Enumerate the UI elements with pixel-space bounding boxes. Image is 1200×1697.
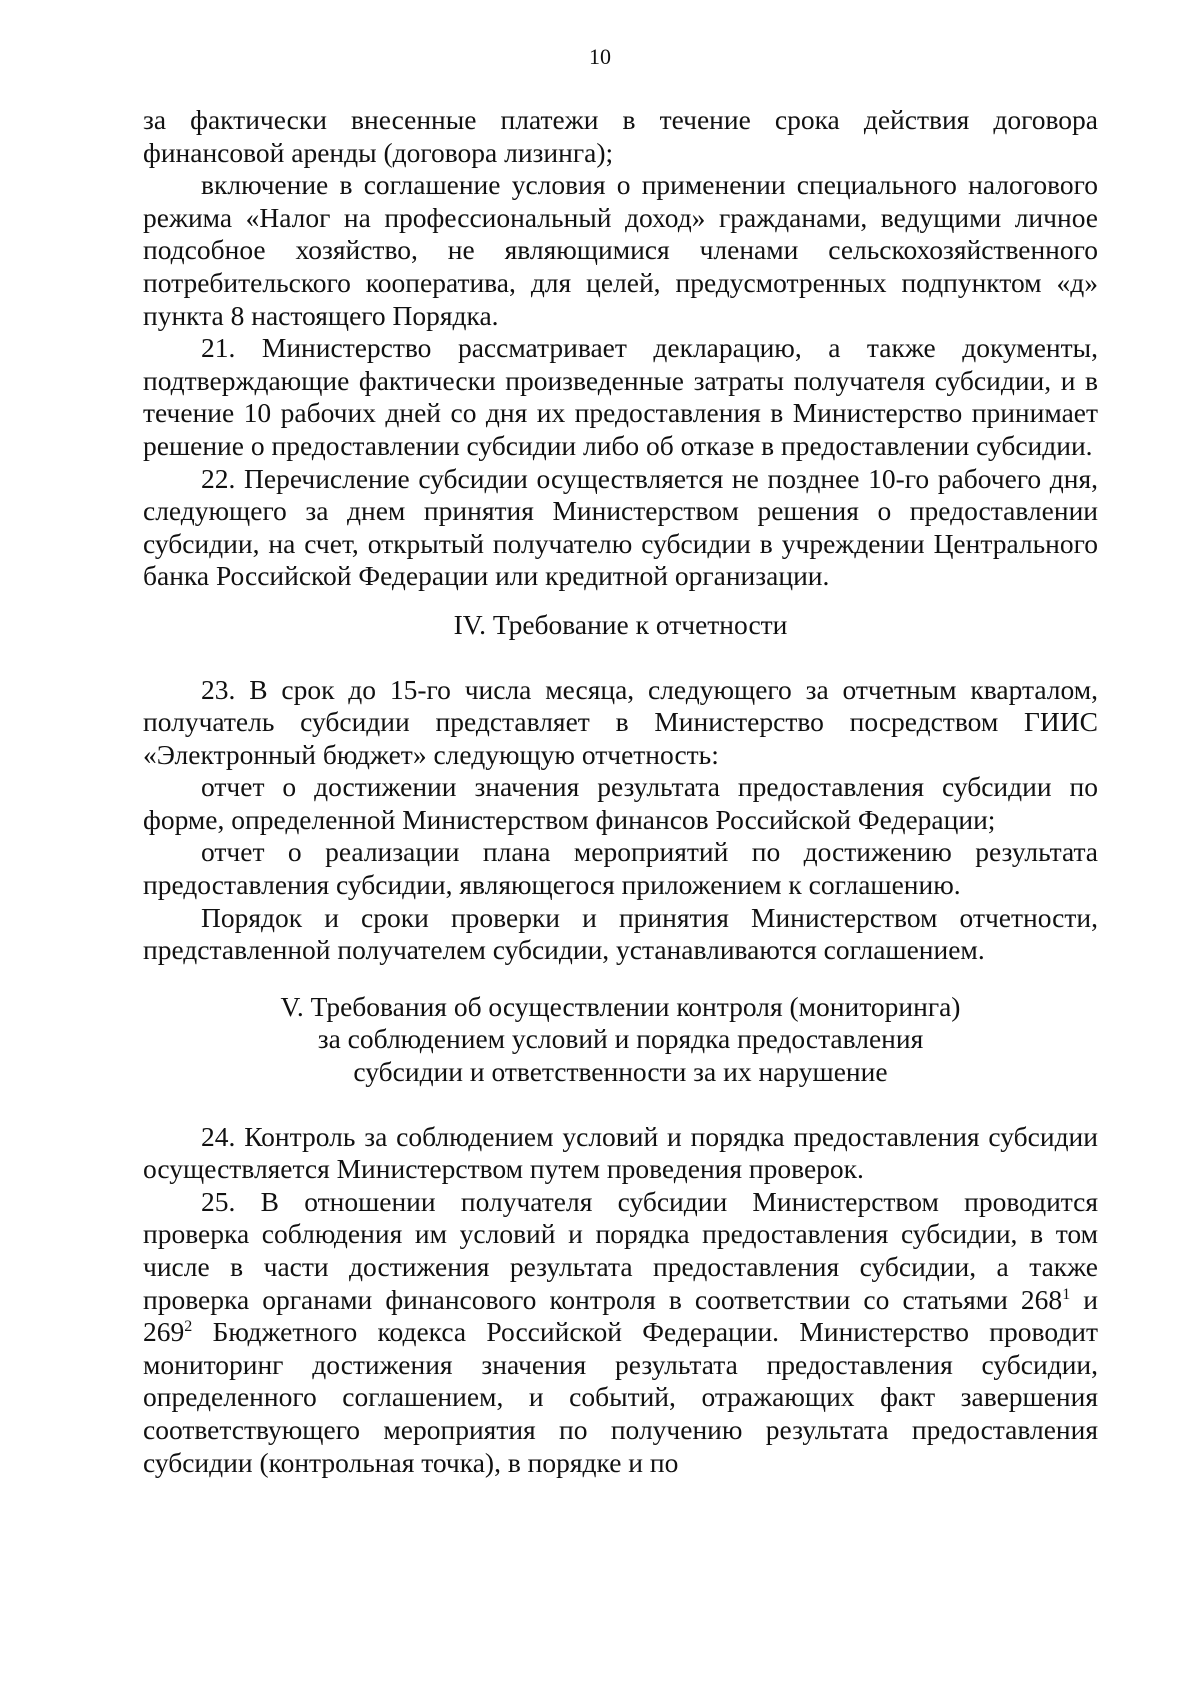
article-268-superscript: 1 bbox=[1062, 1285, 1071, 1303]
page-number: 10 bbox=[589, 44, 611, 69]
section-heading-v-line-1: V. Требования об осуществлении контроля (мониторинга) bbox=[280, 990, 961, 1022]
document-body bbox=[143, 104, 1098, 1479]
paragraph-24: 24. Контроль за соблюдением условий и порядка предоставления субсидии осуществляется Министерством путем проведения проверок. bbox=[143, 1120, 1098, 1185]
paragraph-report-procedure: Порядок и сроки проверки и принятия Министерством отчетности, представленной получателем субсидии, устанавливаются соглашением. bbox=[143, 901, 1098, 966]
paragraph-22: 22. Перечисление субсидии осуществляется не позднее 10-го рабочего дня, следующего за днем принятия Министерством решения о предоставлении субсидии, на счет, открытый получателю субсидии в учреждении Центрального банка Российской Федерации или кредитной организации. bbox=[143, 462, 1098, 592]
paragraph-tax-regime-condition: включение в соглашение условия о применении специального налогового режима «Налог на профессиональный доход» гражданами, ведущими личное подсобное хозяйство, не являющимися членами сельскохозяйственного потребительского кооператива, для целей, предусмотренных подпунктом «д» пункта 8 настоящего Порядка. bbox=[143, 169, 1098, 331]
paragraph-25-part-3: Бюджетного кодекса Российской Федерации. Министерство проводит мониторинг достижения значения результата предоставления субсидии, определенного соглашением, и событий, отражающих факт завершения соответствующего мероприятия по получению результата предоставления субсидии (контрольная точка), в порядке и по bbox=[143, 1316, 1098, 1478]
section-heading-iv: IV. Требование к отчетности bbox=[453, 608, 788, 640]
paragraph-25-part-2: и 269 bbox=[143, 1283, 1098, 1348]
paragraph-report-plan: отчет о реализации плана мероприятий по достижению результата предоставления субсидии, являющегося приложением к соглашению. bbox=[143, 836, 1098, 901]
article-269-superscript: 2 bbox=[184, 1318, 193, 1336]
paragraph-21: 21. Министерство рассматривает декларацию, а также документы, подтверждающие фактически произведенные затраты получателя субсидии, и в течение 10 рабочих дней со дня их предоставления в Министерство принимает решение о предоставлении субсидии либо об отказе в предоставлении субсидии. bbox=[143, 332, 1098, 461]
paragraph-23: 23. В срок до 15-го числа месяца, следующего за отчетным кварталом, получатель субсидии представляет в Министерство посредством ГИИС «Электронный бюджет» следующую отчетность: bbox=[143, 673, 1098, 770]
section-heading-v bbox=[143, 991, 1098, 1089]
section-heading-v-line-2: за соблюдением условий и порядка предоставления bbox=[317, 1023, 924, 1055]
section-heading-v-line-3: субсидии и ответственности за их нарушение bbox=[353, 1056, 888, 1088]
paragraph-25-part-1: 25. В отношении получателя субсидии Министерством проводится проверка соблюдения им условий и порядка предоставления субсидии, в том числе в части достижения результата предоставления субсидии, а также проверка органами финансового контроля в соответствии со статьями 268 bbox=[143, 1185, 1098, 1315]
paragraph-continuation: за фактически внесенные платежи в течение срока действия договора финансовой аренды (договора лизинга); bbox=[143, 104, 1098, 168]
paragraph-report-result: отчет о достижении значения результата предоставления субсидии по форме, определенной Министерством финансов Российской Федерации; bbox=[143, 771, 1098, 835]
paragraph-25 bbox=[143, 1186, 1098, 1479]
